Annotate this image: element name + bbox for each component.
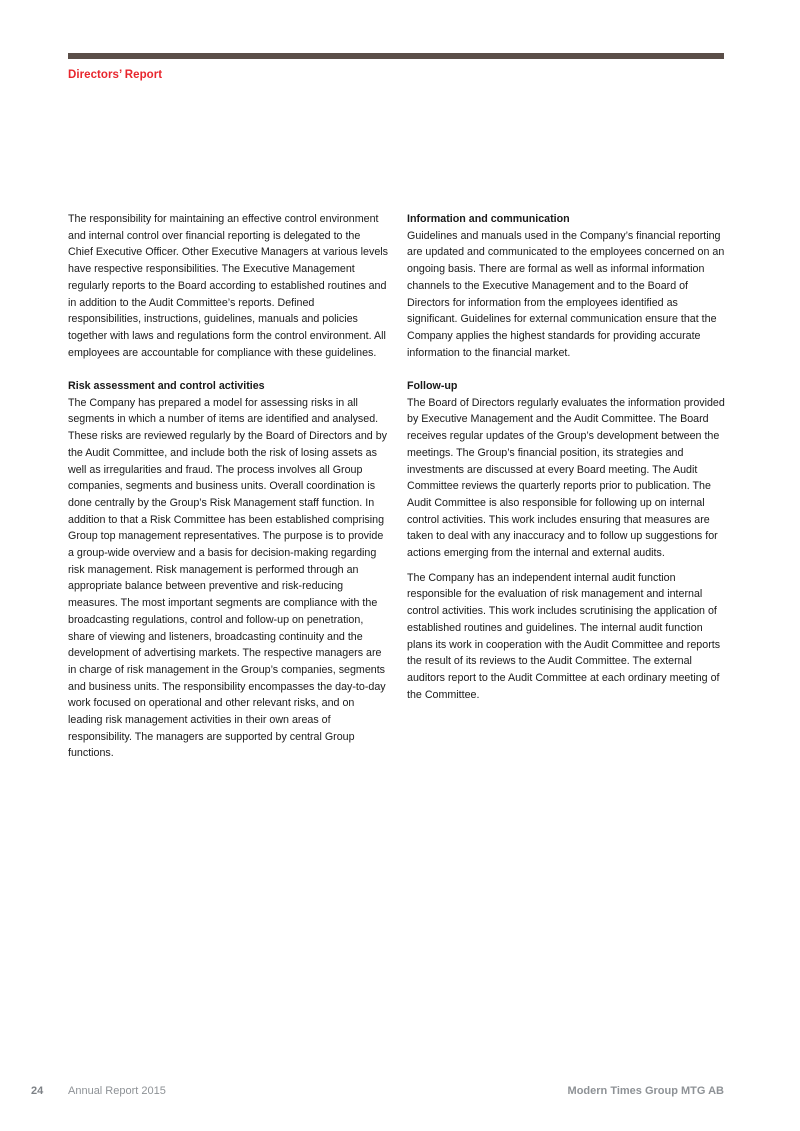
right-column xyxy=(407,211,727,703)
information-heading: Information and communication xyxy=(407,213,570,225)
follow-up-paragraph: The Board of Directors regularly evaluates the information provided by Executive Management and the Audit Committee. The Board receives regular updates of the Group’s development between the meetings. The Group’s financial position, its strategies and investments are discussed at every Board meeting. The Audit Committee reviews the quarterly reports prior to publication. The Audit Committee is also responsible for following up on internal control activities. This work includes ensuring that measures are taken to deal with any inaccuracy and to follow up suggestions for actions emerging from the internal and external audits. xyxy=(407,396,725,560)
information-paragraph: Guidelines and manuals used in the Company’s financial reporting are updated and communicated to the employees concerned on an ongoing basis. There are formal as well as informal information channels to the Executive Management and to the Board of Directors for information from the employees identified as significant. Guidelines for external communication ensure that the Company applies the highest standards for providing accurate information to the financial market. xyxy=(407,229,725,359)
internal-audit-paragraph: The Company has an independent internal audit function responsible for the evaluation of risk management and internal control activities. This work includes scrutinising the application of established routines and guidelines. The internal audit function plans its work in cooperation with the Audit Committee and reports the result of its reviews to the Audit Committee. The external auditors report to the Audit Committee at each ordinary meeting of the Committee. xyxy=(407,571,721,701)
risk-assessment-heading: Risk assessment and control activities xyxy=(68,380,265,393)
spacer xyxy=(68,361,388,378)
left-column xyxy=(68,211,388,762)
control-environment-paragraph: The responsibility for maintaining an effective control environment and internal control over financial reporting is delegated to the Chief Executive Officer. Other Executive Managers at various levels have respective responsibilities. The Executive Management regularly reports to the Board according to established routines and in addition to the Audit Committee’s reports. Defined responsibilities, instructions, guidelines, manuals and policies together with laws and regulations form the control environment. All employees are accountable for compliance with these guidelines. xyxy=(68,213,388,359)
follow-up-heading: Follow-up xyxy=(407,380,458,393)
risk-assessment-paragraph: The Company has prepared a model for assessing risks in all segments in which a number of items are identified and analysed. These risks are reviewed regularly by the Board of Directors and by the Audit Committee, and include both the risk of losing assets as well as irregularities and fraud. The process involves all Group companies, segments and business units. Overall coordination is done centrally by the Group’s Risk Management staff function. In addition to that a Risk Committee has been established comprising Group top management representatives. The purpose is to provide a group-wide overview and a basis for decision-making regarding risk management. Risk management is performed through an appropriate balance between preventive and risk-reducing measures. The most important segments are compliance with the broadcasting regulations, control and follow-up on penetration, share of viewing and listeners, broadcasting continuity and the development of advertising markets. The respective managers are in charge of risk management in the Group’s companies, segments and business units. The responsibility encompasses the day-to-day work focused on operational and other relevant risks, and on leading risk management activities in their own areas of responsibility. The managers are supported by central Group functions. xyxy=(68,396,387,760)
header-rule xyxy=(68,53,724,59)
spacer xyxy=(407,562,727,570)
company-name: Modern Times Group MTG AB xyxy=(567,1085,724,1097)
section-label: Directors’ Report xyxy=(68,69,163,81)
publication-title: Annual Report 2015 xyxy=(68,1085,166,1097)
page-number: 24 xyxy=(31,1085,44,1097)
spacer xyxy=(407,361,727,378)
